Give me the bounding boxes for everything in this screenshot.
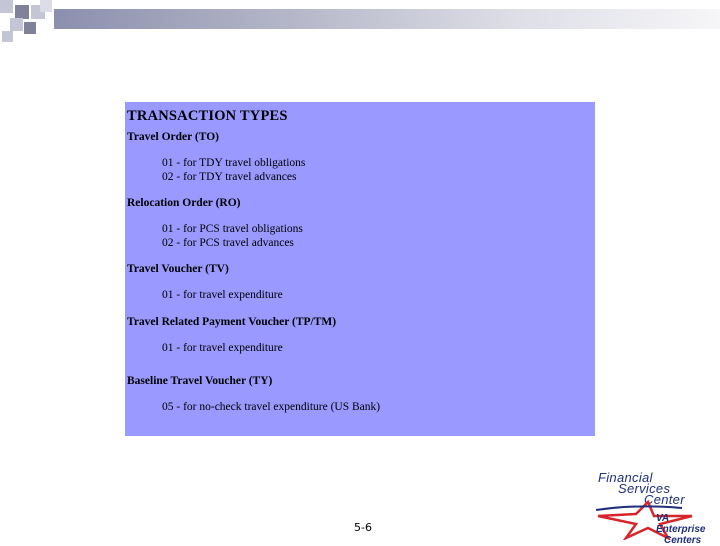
list-item: 01 - for TDY travel obligations: [162, 157, 306, 169]
transaction-types-panel: [125, 102, 595, 436]
section-items: [162, 223, 595, 250]
header-decoration: [0, 0, 720, 48]
fsc-logo: [596, 470, 720, 546]
section-travel-voucher: [127, 263, 595, 303]
section-heading: Baseline Travel Voucher (TY): [127, 375, 273, 387]
list-item: 01 - for travel expenditure: [162, 289, 283, 301]
list-item: 05 - for no-check travel expenditure (US Bank): [162, 401, 381, 413]
logo-text-center: Center: [644, 492, 685, 507]
header-square: [40, 0, 52, 12]
logo-line: Centers: [664, 535, 702, 546]
section-items: [162, 342, 595, 356]
header-gradient-bar: [54, 9, 720, 29]
logo-text-services: Services: [618, 481, 671, 496]
section-heading: Travel Related Payment Voucher (TP/TM): [127, 315, 337, 328]
section-items: [162, 401, 595, 415]
logo-text-va-enterprise: [656, 513, 720, 546]
header-square: [10, 18, 23, 31]
logo-text-financial: Financial: [598, 470, 653, 485]
list-item: 02 - for TDY travel advances: [162, 170, 297, 183]
section-heading: Travel Order (TO): [127, 131, 219, 143]
section-heading: Relocation Order (RO): [127, 197, 241, 209]
logo-line: VA Enterprise: [656, 513, 706, 535]
header-square: [15, 5, 29, 19]
section-heading: Travel Voucher (TV): [127, 263, 229, 275]
header-square: [2, 31, 13, 42]
list-item: 01 - for travel expenditure: [162, 341, 283, 354]
section-items: [162, 289, 595, 303]
section-baseline-travel-voucher: [127, 375, 595, 415]
section-items: [162, 157, 595, 184]
list-item: 01 - for PCS travel obligations: [162, 223, 303, 235]
header-square: [0, 0, 13, 13]
section-relocation-order: [127, 197, 595, 250]
panel-title: TRANSACTION TYPES: [127, 108, 288, 124]
page-number: 5-6: [354, 521, 372, 534]
header-square: [24, 22, 36, 34]
section-travel-order: [127, 131, 595, 184]
section-travel-related-payment-voucher: [127, 316, 595, 356]
list-item: 02 - for PCS travel advances: [162, 236, 294, 249]
